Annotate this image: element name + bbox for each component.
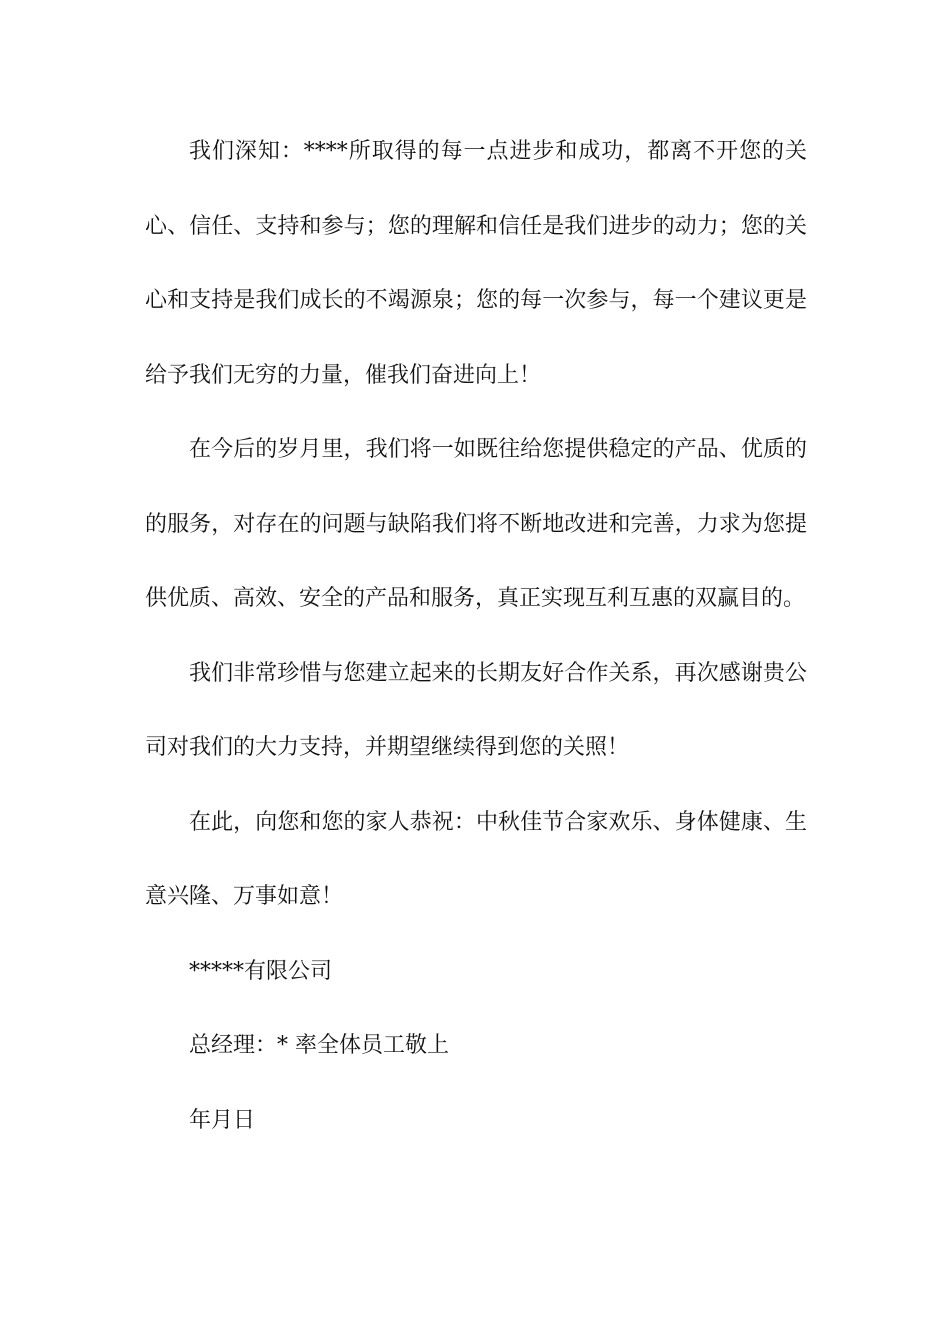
paragraph-commitment: 在今后的岁月里，我们将一如既往给您提供稳定的产品、优质的的服务，对存在的问题与缺陷我们将不断地改进和完善，力求为您提供优质、高效、安全的产品和服务，真正实现互利互惠的双赢目的。	[145, 437, 807, 611]
paragraph-gratitude: 我们深知：****所取得的每一点进步和成功，都离不开您的关心、信任、支持和参与；您的理解和信任是我们进步的动力；您的关心和支持是我们成长的不竭源泉；您的每一次参与，每一个建议更是给予我们无穷的力量，催我们奋进向上！	[145, 139, 807, 388]
paragraph-thanks: 我们非常珍惜与您建立起来的长期友好合作关系，再次感谢贵公司对我们的大力支持，并期望继续得到您的关照！	[145, 660, 807, 760]
paragraph-wishes: 在此，向您和您的家人恭祝：中秋佳节合家欢乐、身体健康、生意兴隆、万事如意！	[145, 809, 807, 909]
signature-line: 总经理：* 率全体员工敬上	[189, 1033, 449, 1058]
company-name: *****有限公司	[189, 958, 333, 984]
date-line: 年月日	[189, 1107, 256, 1133]
letter-body	[145, 115, 807, 1158]
